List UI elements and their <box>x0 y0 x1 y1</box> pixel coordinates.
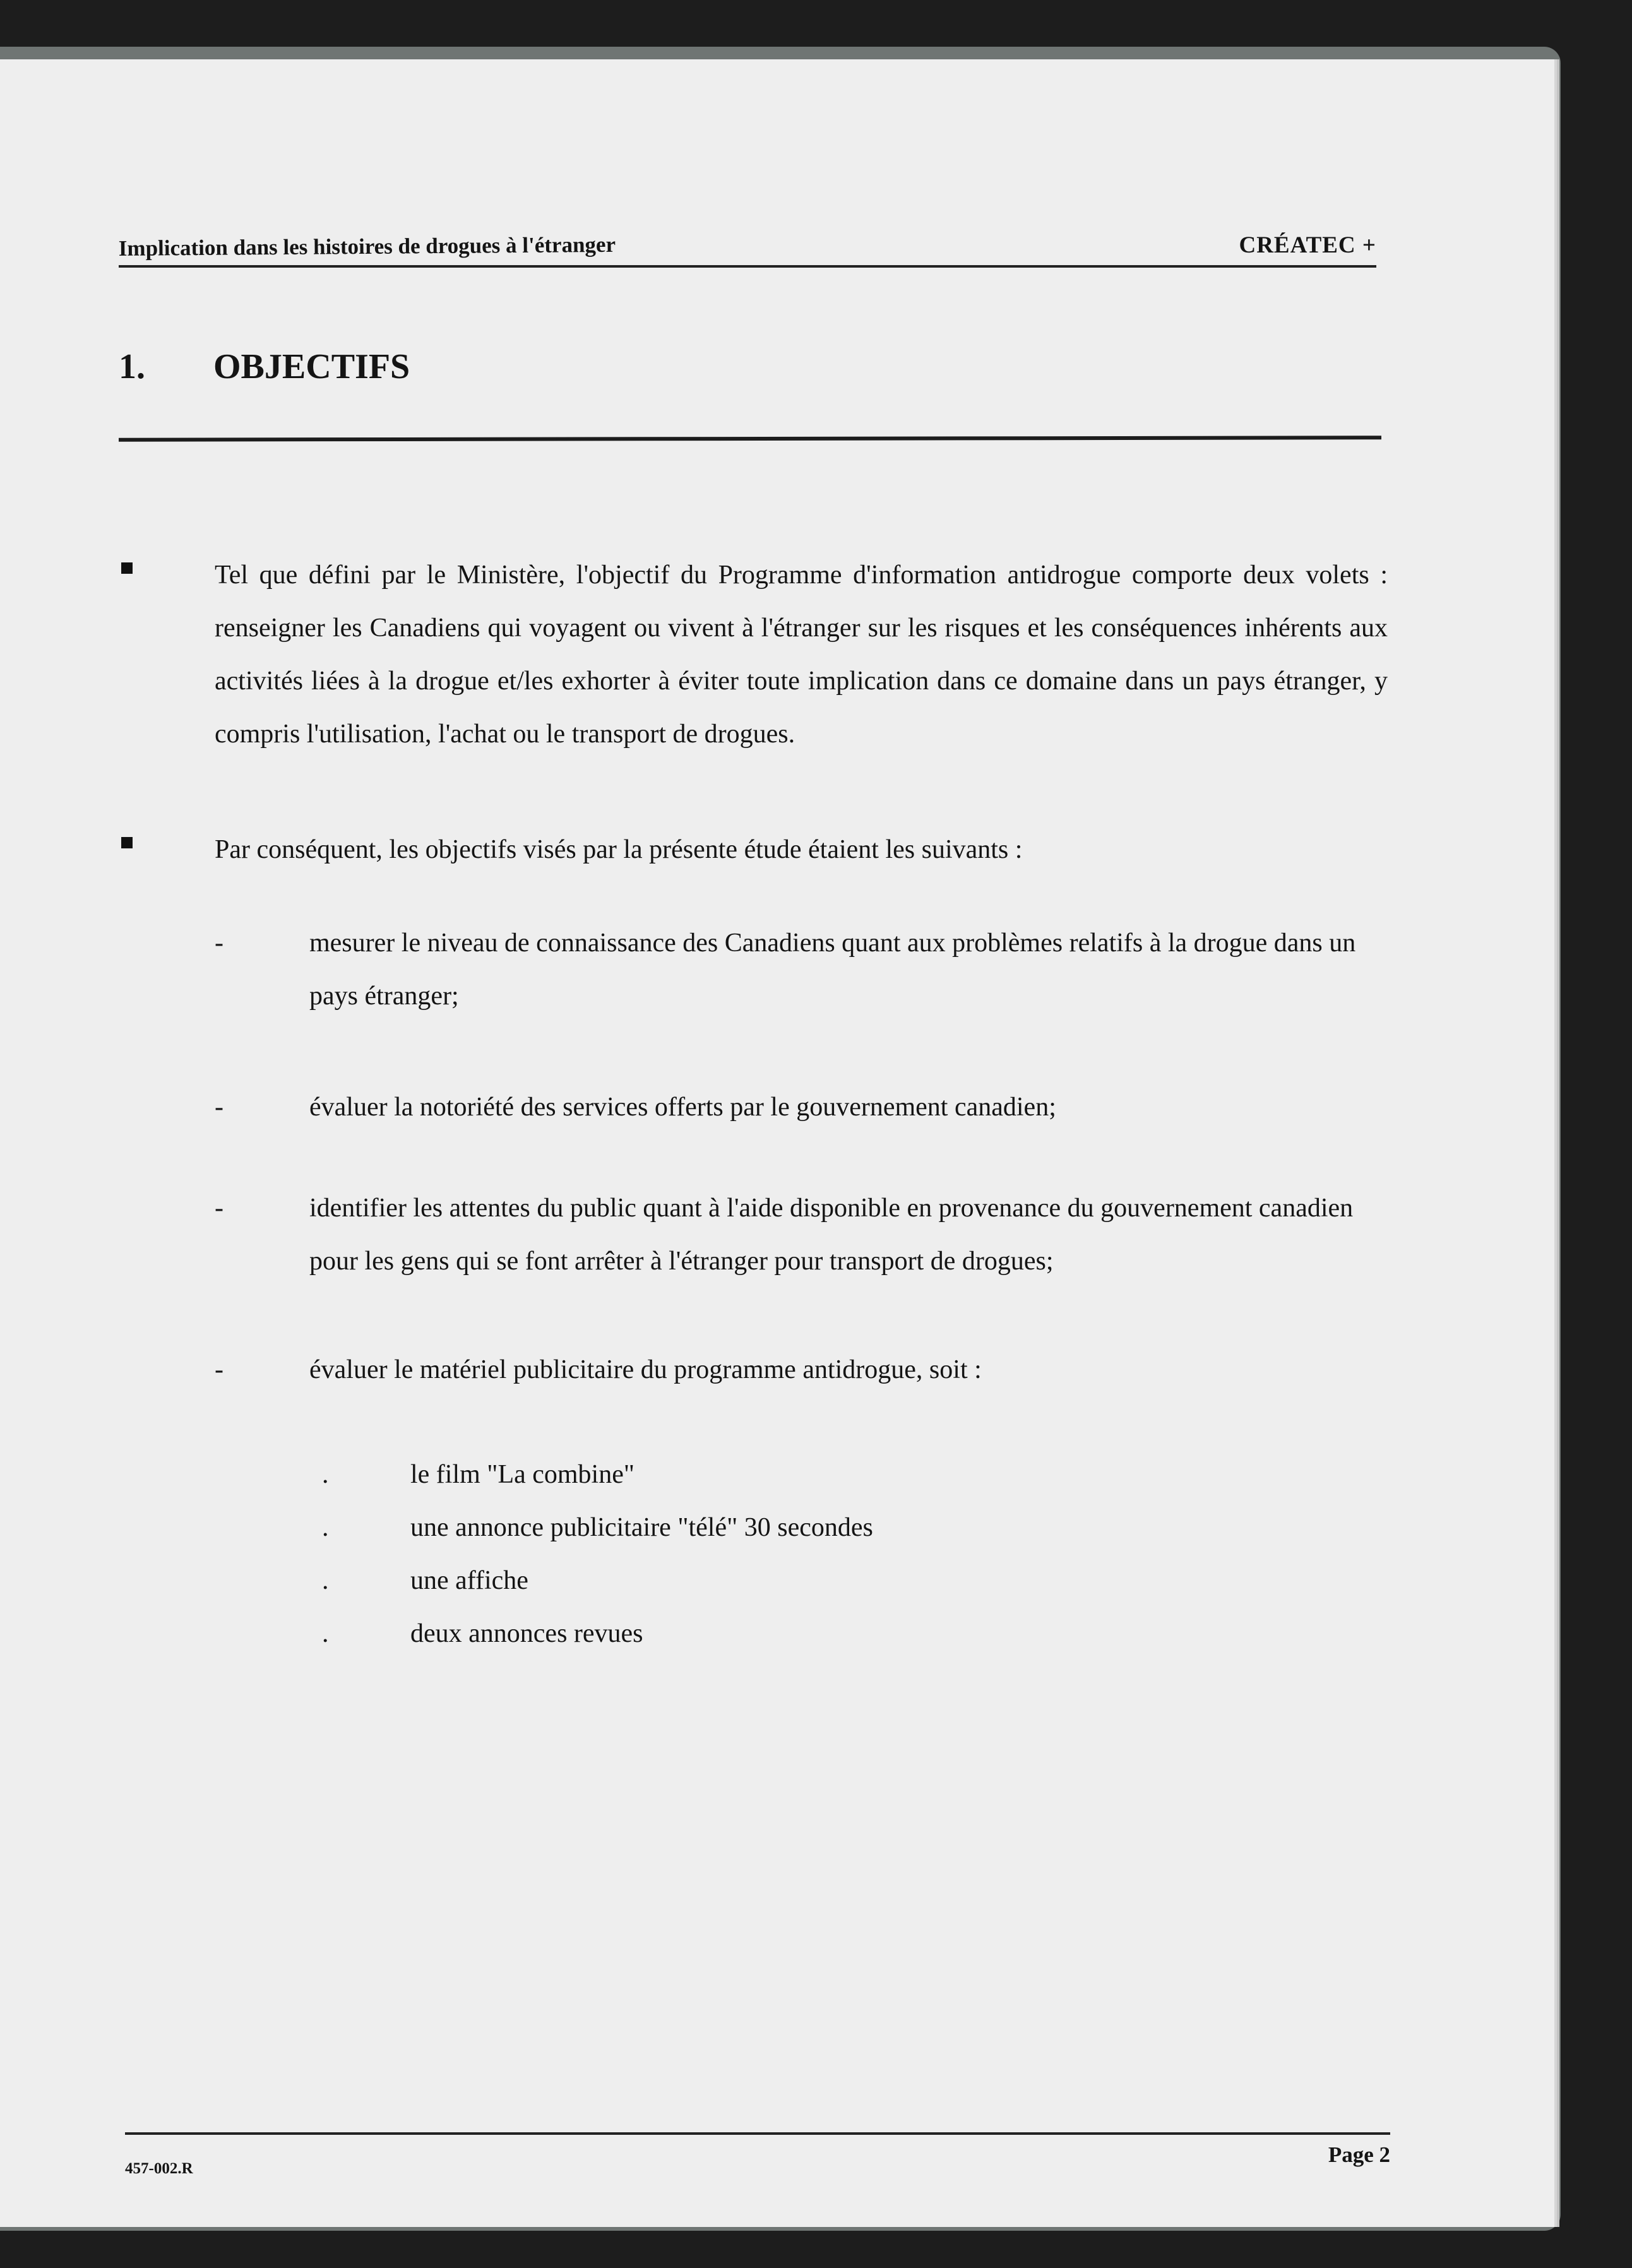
section-rule <box>119 436 1381 441</box>
dot-marker: . <box>322 1460 329 1489</box>
material-item <box>314 1607 1261 1660</box>
dash-marker: - <box>215 929 223 958</box>
material-text: une annonce publicitaire "télé" 30 secondes <box>410 1513 873 1542</box>
material-item <box>314 1554 1261 1607</box>
dot-marker: . <box>322 1566 329 1595</box>
running-footer <box>125 2132 1390 2185</box>
dot-marker: . <box>322 1619 329 1648</box>
objective-item <box>213 1182 1388 1288</box>
material-item <box>314 1501 1261 1554</box>
dash-marker: - <box>215 1355 223 1384</box>
objective-item <box>213 1343 1388 1396</box>
objective-text: évaluer le matériel publicitaire du programme antidrogue, soit : <box>309 1355 982 1384</box>
document-page <box>0 59 1554 2227</box>
material-text: une affiche <box>410 1566 528 1595</box>
dash-marker: - <box>215 1194 223 1223</box>
section-heading <box>119 347 410 387</box>
bullet-paragraph <box>119 823 1388 876</box>
dot-marker: . <box>322 1513 329 1542</box>
running-header <box>119 230 1376 268</box>
objective-text: identifier les attentes du public quant à l'aide disponible en provenance du gouvernement canadien pour les gens qui se font arrêter à l'étranger pour transport de drogues; <box>309 1194 1354 1276</box>
page-number: Page 2 <box>1328 2142 1390 2167</box>
section-title: OBJECTIFS <box>213 347 410 386</box>
square-bullet-icon <box>121 837 133 848</box>
material-text: le film "La combine" <box>410 1460 635 1489</box>
paragraph-text: Tel que défini par le Ministère, l'objectif du Programme d'information antidrogue comporte deux volets : renseigner les Canadiens qui voyagent ou vivent à l'étranger sur les risques et les conséquences inhérents aux activités liées à la drogue et/les exhorter à éviter toute implication dans ce domaine dans un pays étranger, y compris l'utilisation, l'achat ou le transport de drogues. <box>215 561 1388 749</box>
document-code: 457-002.R <box>125 2160 193 2177</box>
bullet-paragraph <box>119 549 1388 761</box>
objective-item <box>213 1081 1388 1134</box>
material-item <box>314 1448 1261 1501</box>
material-text: deux annonces revues <box>410 1619 643 1648</box>
objective-text: évaluer la notoriété des services offerts par le gouvernement canadien; <box>309 1093 1056 1122</box>
paragraph-text: Par conséquent, les objectifs visés par la présente étude étaient les suivants : <box>215 835 1023 864</box>
header-company: CRÉATEC + <box>1239 232 1376 258</box>
header-title: Implication dans les histoires de drogues à l'étranger <box>118 232 616 261</box>
objective-text: mesurer le niveau de connaissance des Canadiens quant aux problèmes relatifs à la drogue dans un pays étranger; <box>309 929 1356 1011</box>
square-bullet-icon <box>121 562 133 574</box>
section-number: 1. <box>119 347 145 386</box>
objective-item <box>213 917 1388 1023</box>
dash-marker: - <box>215 1093 223 1122</box>
